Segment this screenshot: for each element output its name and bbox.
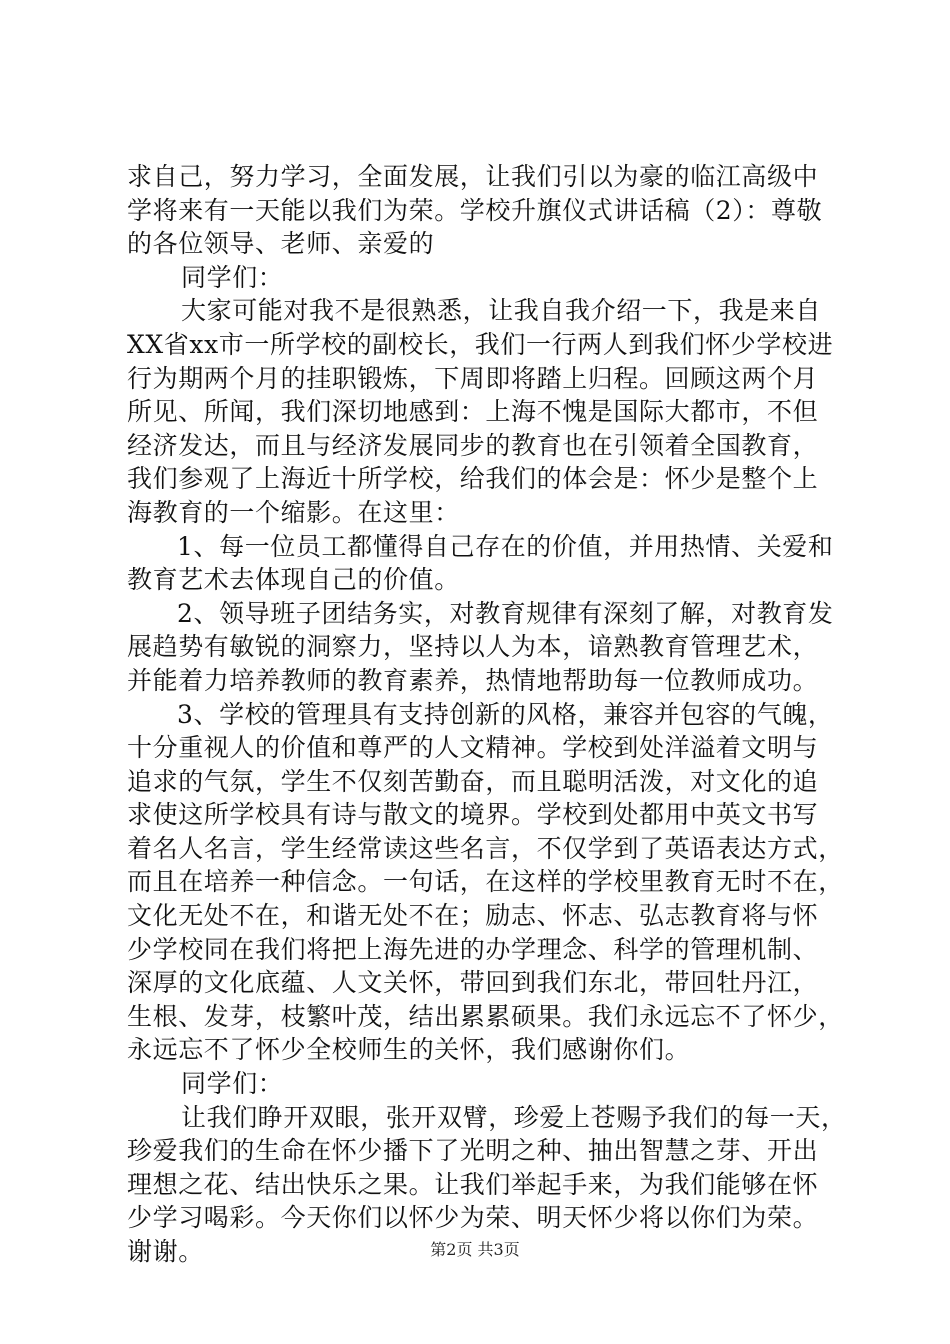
text-line: 深厚的文化底蕴、人文关怀，带回到我们东北，带回牡丹江， — [127, 968, 819, 998]
text-line: XX省xx市一所学校的副校长，我们一行两人到我们怀少学校进 — [127, 329, 834, 359]
body-text — [127, 160, 847, 1269]
text-line: 的各位领导、老师、亲爱的 — [127, 229, 435, 259]
page-number-footer: 第2页 共3页 — [430, 1240, 520, 1259]
text-line: 展趋势有敏锐的洞察力，坚持以人为本，谙熟教育管理艺术， — [127, 632, 819, 662]
text-line: 着名人名言，学生经常读这些名言，不仅学到了英语表达方式， — [127, 833, 844, 863]
text-line: 学将来有一天能以我们为荣。学校升旗仪式讲话稿（2）：尊敬 — [127, 195, 823, 225]
salutation-line: 同学们： — [181, 262, 284, 292]
text-line: 生根、发芽，枝繁叶茂，结出累累硕果。我们永远忘不了怀少， — [127, 1001, 844, 1031]
text-line: 行为期两个月的挂职锻炼，下周即将踏上归程。回顾这两个月 — [127, 363, 819, 393]
text-line: 珍爱我们的生命在怀少播下了光明之种、抽出智慧之芽、开出 — [127, 1136, 819, 1166]
text-line: 文化无处不在，和谐无处不在；励志、怀志、弘志教育将与怀 — [127, 901, 819, 931]
paragraph-start-line: 让我们睁开双眼，张开双臂，珍爱上苍赐予我们的每一天， — [181, 1102, 847, 1132]
closing-line: 谢谢。 — [127, 1237, 204, 1266]
text-line: 而且在培养一种信念。一句话，在这样的学校里教育无时不在， — [127, 867, 844, 897]
text-line: 十分重视人的价值和尊严的人文精神。学校到处洋溢着文明与 — [127, 733, 819, 763]
text-line: 教育艺术去体现自己的价值。 — [127, 565, 460, 595]
text-line: 理想之花、结出快乐之果。让我们举起手来，为我们能够在怀 — [127, 1169, 819, 1199]
paragraph-start-line: 大家可能对我不是很熟悉，让我自我介绍一下，我是来自 — [181, 296, 822, 326]
text-line: 少学校同在我们将把上海先进的办学理念、科学的管理机制、 — [127, 934, 819, 964]
text-line: 我们参观了上海近十所学校，给我们的体会是：怀少是整个上 — [127, 464, 819, 494]
text-line: 经济发达，而且与经济发展同步的教育也在引领着全国教育， — [127, 430, 819, 460]
salutation-line: 同学们： — [181, 1069, 284, 1099]
list-item-3-line: 3、学校的管理具有支持创新的风格，兼容并包容的气魄， — [177, 699, 834, 729]
list-item-2-line: 2、领导班子团结务实，对教育规律有深刻了解，对教育发 — [177, 598, 834, 628]
text-line: 少学习喝彩。今天你们以怀少为荣、明天怀少将以你们为荣。 — [127, 1203, 819, 1233]
text-line: 求使这所学校具有诗与散文的境界。学校到处都用中英文书写 — [127, 800, 819, 830]
text-line: 所见、所闻，我们深切地感到：上海不愧是国际大都市，不但 — [127, 397, 819, 427]
text-line: 追求的气氛，学生不仅刻苦勤奋，而且聪明活泼，对文化的追 — [127, 766, 819, 796]
text-line: 永远忘不了怀少全校师生的关怀，我们感谢你们。 — [127, 1035, 691, 1065]
text-line: 海教育的一个缩影。在这里： — [127, 497, 460, 527]
list-item-1-line: 1、每一位员工都懂得自己存在的价值，并用热情、关爱和 — [177, 531, 834, 561]
text-line: 求自己，努力学习，全面发展，让我们引以为豪的临江高级中 — [127, 162, 819, 191]
text-line: 并能着力培养教师的教育素养，热情地帮助每一位教师成功。 — [127, 665, 819, 695]
